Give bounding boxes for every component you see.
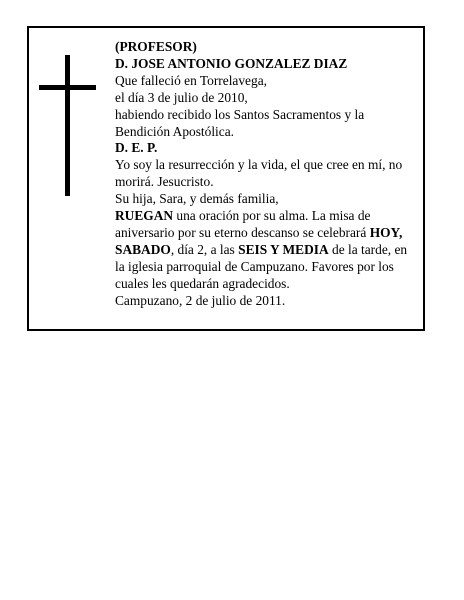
obituary-notice [27, 26, 425, 331]
death-place: Que falleció en Torrelavega, [115, 72, 267, 88]
notice-text [115, 39, 415, 310]
hoy-word: HOY, [369, 224, 403, 240]
mass-request-text [115, 208, 415, 293]
request-part-3: de la tarde, en la iglesia parroquial de Campuzano. Favores por los cuales les quedarán agradecidos. [115, 241, 408, 291]
request-part-1: una oración por su alma. La misa de aniversario por su eterno descanso se celebrará [115, 208, 371, 240]
hour-text: SEIS Y MEDIA [238, 241, 329, 257]
closing-text: Campuzano, 2 de julio de 2011. [115, 292, 286, 308]
family-text: Su hija, Sara, y demás familia, [115, 191, 279, 207]
cross-icon [65, 55, 70, 196]
dep-text: D. E. P. [115, 140, 158, 156]
deceased-name: D. JOSE ANTONIO GONZALEZ DIAZ [115, 55, 348, 71]
sabado-word: SABADO [115, 241, 171, 257]
request-part-2: , día 2, a las [170, 241, 239, 257]
death-date: el día 3 de julio de 2010, [115, 89, 248, 105]
sacraments-text: habiendo recibido los Santos Sacramentos y la Bendición Apostólica. [115, 106, 365, 139]
profession-title: (PROFESOR) [115, 39, 197, 54]
cross-icon-bar [39, 85, 96, 90]
quote-text: Yo soy la resurrección y la vida, el que cree en mí, no morirá. Jesucristo. [115, 157, 403, 190]
ruegan-word: RUEGAN [115, 208, 174, 224]
